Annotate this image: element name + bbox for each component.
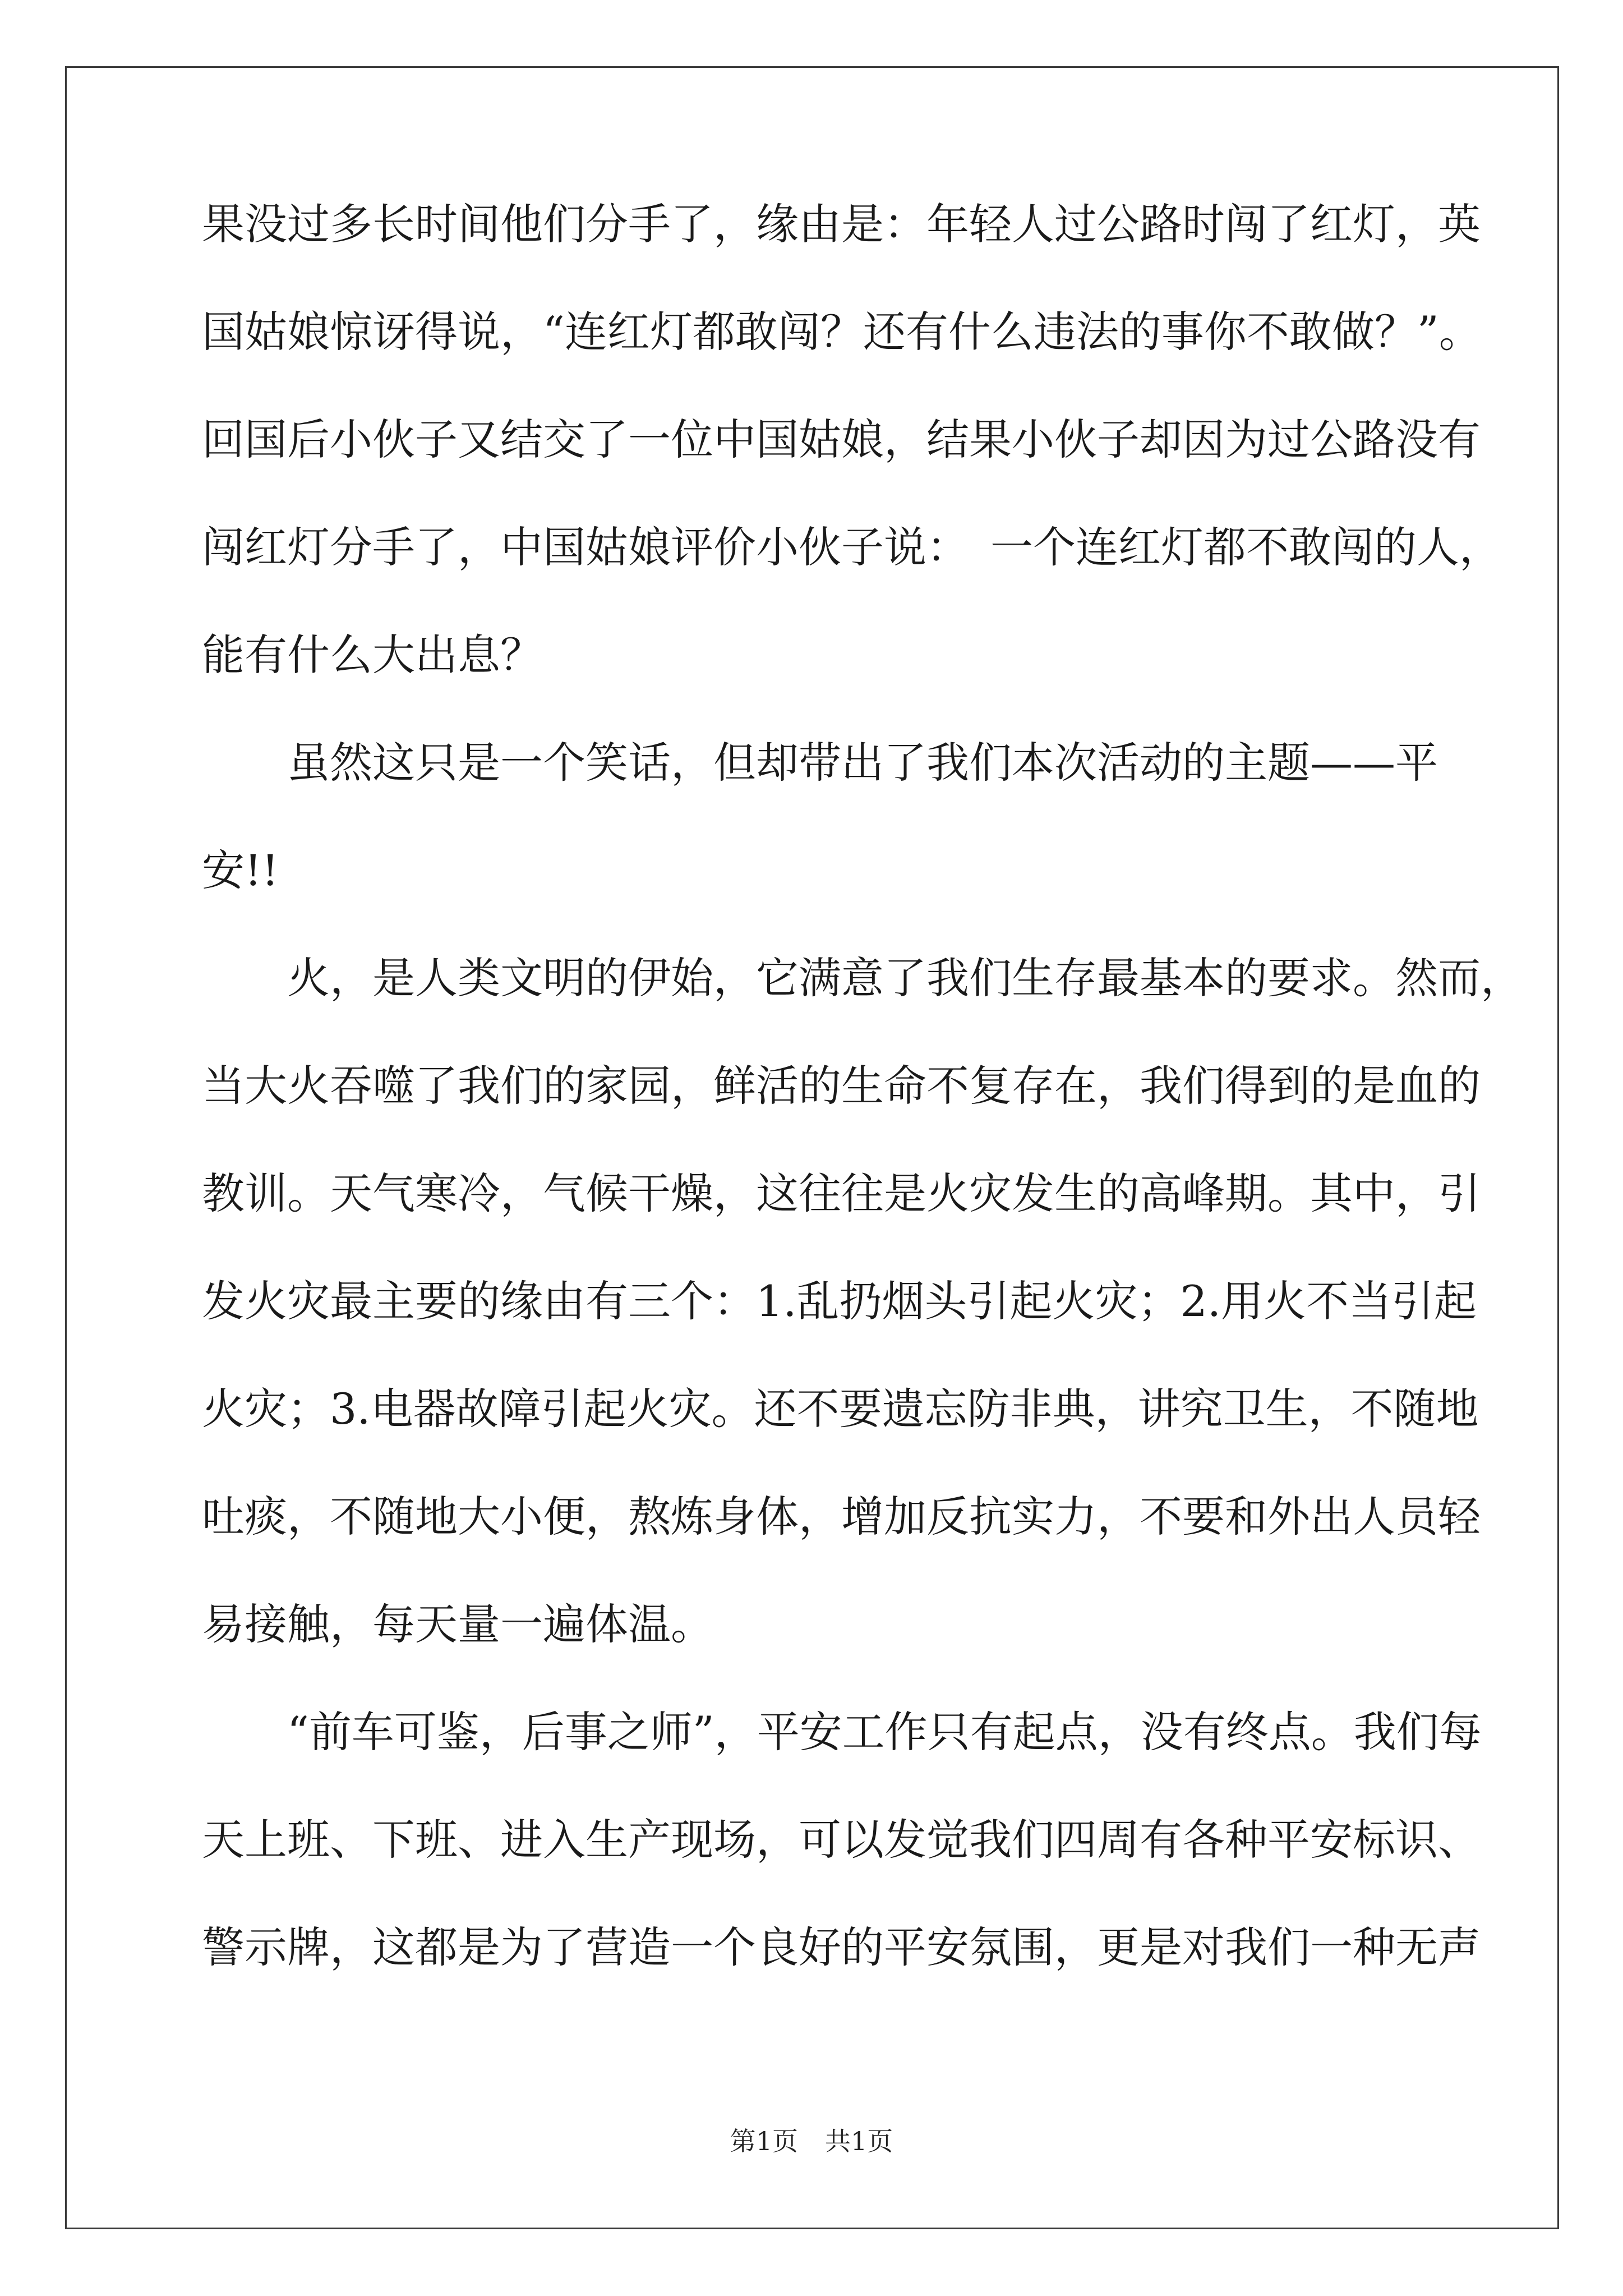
text-line-13: 吐痰，不随地大小便，熬炼身体，增加反抗实力，不要和外出人员轻 xyxy=(202,1492,1481,1542)
page-footer xyxy=(0,2124,1623,2158)
text-line-11: 发火灾最主要的缘由有三个：1.乱扔烟头引起火灾；2.用火不当引起 xyxy=(202,1276,1477,1326)
text-line-9: 当大火吞噬了我们的家园，鲜活的生命不复存在，我们得到的是血的 xyxy=(202,1061,1481,1111)
text-line-17: 警示牌，这都是为了营造一个良好的平安氛围，更是对我们一种无声 xyxy=(202,1922,1481,1972)
text-line-1: 果没过多长时间他们分手了，缘由是：年轻人过公路时闯了红灯，英 xyxy=(202,199,1481,249)
text-line-16: 天上班、下班、进入生产现场，可以发觉我们四周有各种平安标识、 xyxy=(202,1815,1481,1865)
text-line-6: 虽然这只是一个笑话，但却带出了我们本次活动的主题——平 xyxy=(202,738,1438,788)
text-line-10: 教训。天气寒冷，气候干燥，这往往是火灾发生的高峰期。其中，引 xyxy=(202,1168,1481,1218)
page-border xyxy=(65,66,1559,2229)
text-line-8: 火，是人类文明的伊始，它满意了我们生存最基本的要求。然而， xyxy=(202,953,1523,1003)
text-line-3: 回国后小伙子又结交了一位中国姑娘，结果小伙子却因为过公路没有 xyxy=(202,415,1481,464)
text-line-7: 安!! xyxy=(202,845,279,895)
text-line-12: 火灾；3.电器故障引起火灾。还不要遗忘防非典，讲究卫生，不随地 xyxy=(202,1384,1479,1434)
text-line-4: 闯红灯分手了，中国姑娘评价小伙子说： 一个连红灯都不敢闯的人， xyxy=(202,522,1502,572)
text-line-5: 能有什么大出息？ xyxy=(202,630,543,680)
text-line-14: 易接触，每天量一遍体温。 xyxy=(202,1599,713,1649)
text-line-2: 国姑娘惊讶得说，“连红灯都敢闯？还有什么违法的事你不敢做？”。 xyxy=(202,307,1482,357)
page-total: 共1页 xyxy=(825,2126,893,2156)
page-number: 第1页 xyxy=(730,2126,798,2156)
text-line-15: “前车可鉴，后事之师”，平安工作只有起点，没有终点。我们每 xyxy=(202,1707,1482,1757)
